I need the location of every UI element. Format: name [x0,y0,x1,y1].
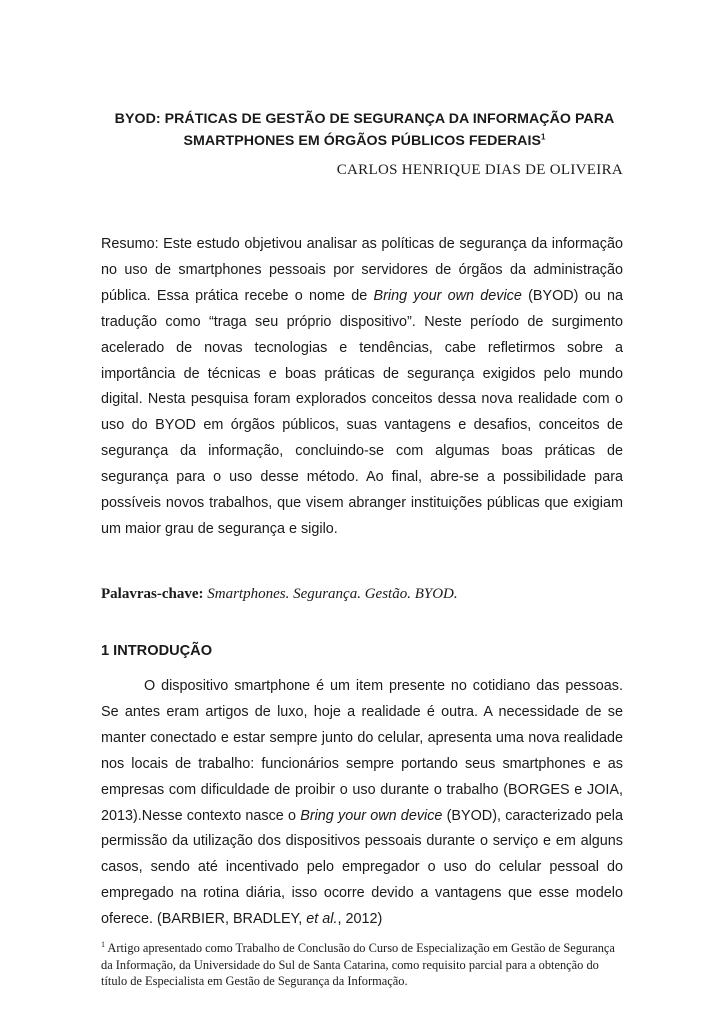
abstract-term: Bring your own device [373,287,522,304]
introduction-paragraph [101,674,623,933]
abstract-text-1: Resumo: Este estudo objetivou analisar as políticas de segurança da informação no uso de smartphones pessoais por servidores de órgãos da administração pública. Essa prática recebe o nome de [101,236,623,304]
title-footnote-marker: 1 [540,132,546,142]
abstract-paragraph [101,232,623,543]
title-line-2: SMARTPHONES EM ÓRGÃOS PÚBLICOS FEDERAIS [183,133,541,149]
paper-title [92,108,637,152]
intro-etal: et al. [306,911,338,928]
abstract-text-2: (BYOD) ou na tradução como “traga seu próprio dispositivo”. Neste período de surgimento acelerado de novas tecnologias e tendências, cabe refletirmos sobre a importância de técnicas e boas práticas de segurança exigidos pelo mundo digital. Nesta pesquisa foram explorados conceitos dessa nova realidade com o uso do BYOD em órgãos públicos, suas vantagens e desafios, conceitos de segurança da informação, concluindo-se com algumas boas práticas de segurança para o uso desse método. Ao final, abre-se a possibilidade para possíveis novos trabalhos, que visem abranger instituições públicas que exigiam um maior grau de segurança e sigilo. [101,287,623,537]
intro-term: Bring your own device [300,807,443,824]
title-line-1: BYOD: PRÁTICAS DE GESTÃO DE SEGURANÇA DA INFORMAÇÃO PARA [114,111,615,127]
keywords [101,584,623,604]
intro-text-2: (BYOD), caracterizado pela permissão da utilização dos dispositivos pessoais durante o serviço e em alguns casos, sendo até incentivado pelo empregador o uso do celular pessoal do empregado na rotina diária, isso ocorre devido a vantagens que esse modelo oferece. (BARBIER, BRADLEY, [101,807,623,928]
footnote-marker: 1 [101,939,105,949]
author-name: CARLOS HENRIQUE DIAS DE OLIVEIRA [336,162,623,178]
footnote [101,940,623,990]
intro-text-3: , 2012) [337,911,383,928]
intro-text-1: O dispositivo smartphone é um item presente no cotidiano das pessoas. Se antes eram artigos de luxo, hoje a realidade é outra. A necessidade de se manter conectado e estar sempre junto do celular, apresenta uma nova realidade nos locais de trabalho: funcionários sempre portando seus smartphones e as empresas com dificuldade de proibir o uso durante o trabalho (BORGES e JOIA, 2013).Nesse contexto nasce o [101,678,623,824]
keywords-label: Palavras-chave: [101,586,204,602]
section-heading-introduction: 1 INTRODUÇÃO [101,643,213,659]
footnote-text: Artigo apresentado como Trabalho de Conclusão do Curso de Especialização em Gestão de Segurança da Informação, da Universidade do Sul de Santa Catarina, como requisito parcial para a obtenção do título de Especialista em Gestão de Segurança da Informação. [101,941,615,988]
keywords-values: Smartphones. Segurança. Gestão. BYOD. [207,586,458,602]
